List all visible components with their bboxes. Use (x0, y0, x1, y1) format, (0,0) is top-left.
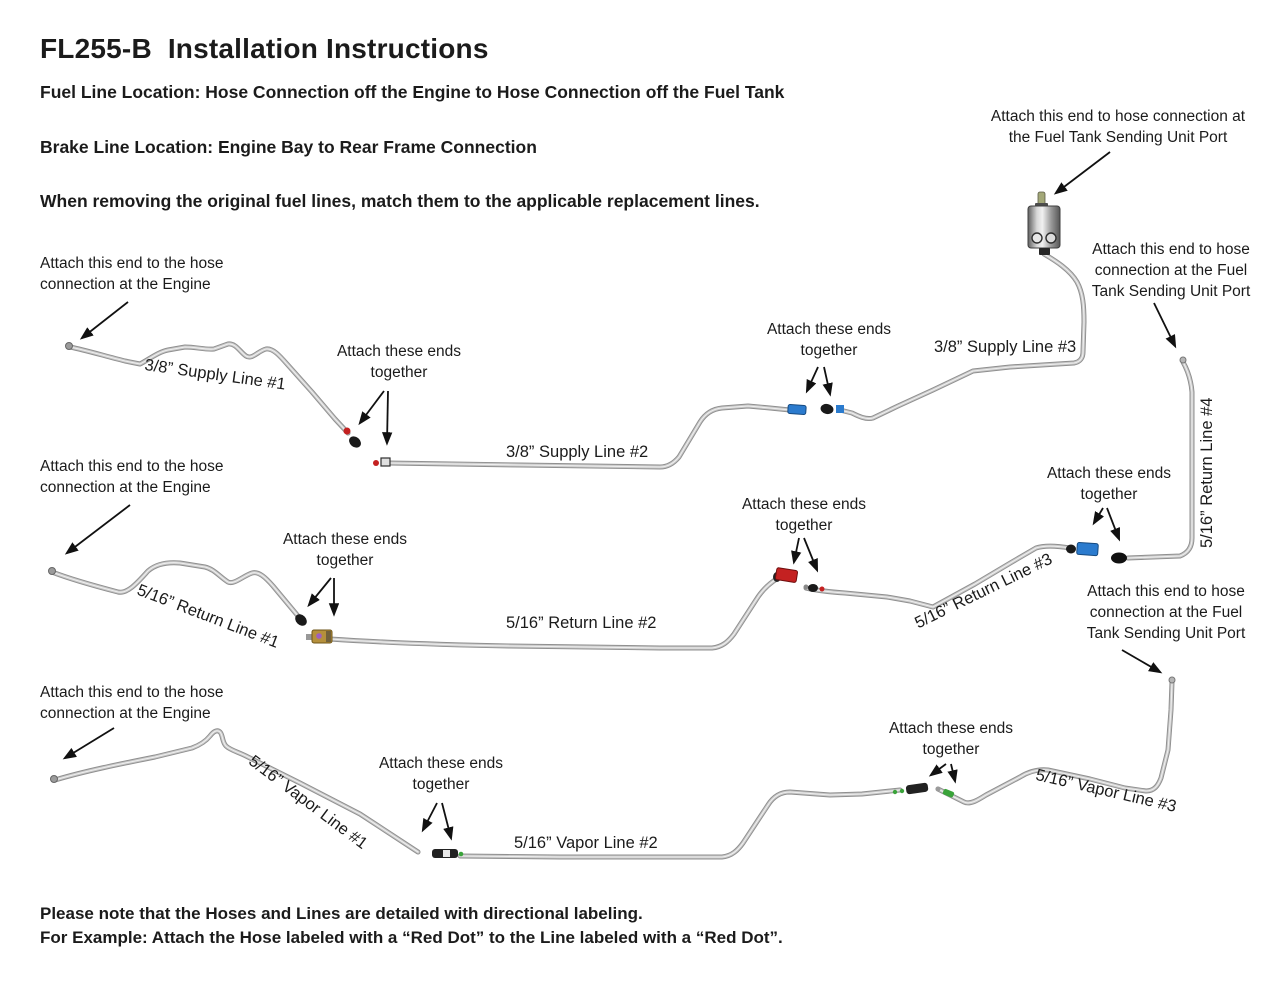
label-vapor-line-1: 5/16” Vapor Line #1 (245, 752, 371, 853)
return3-start-fitting (804, 584, 825, 592)
arrow-together-row3-mid-left (423, 803, 437, 830)
blue-fitting (1077, 542, 1099, 555)
supply-line-1-tube (70, 344, 348, 433)
return1-engine-end (49, 568, 56, 575)
arrow-together-row2-right-left (794, 538, 799, 562)
supply3-start-fitting (820, 403, 844, 415)
label-vapor-line-2: 5/16” Vapor Line #2 (514, 834, 658, 852)
return-line-4-tube (1128, 362, 1192, 558)
footer-note-2: For Example: Attach the Hose labeled with a “Red Dot” to the Line labeled with a “Red Dot”. (40, 928, 783, 947)
green-dot-marker (893, 790, 897, 794)
page-title: FL255-B Installation Instructions (40, 33, 489, 64)
supply1-end-fitting (344, 428, 364, 451)
label-attach-together-row2-far: Attach these ends together (1046, 465, 1172, 503)
label-attach-together-row1-mid: Attach these ends together (336, 343, 462, 381)
supply1-engine-end (66, 343, 73, 350)
removal-note: When removing the original fuel lines, match them to the applicable replacement lines. (40, 191, 760, 211)
arrow-tank-vapor3 (1122, 650, 1160, 672)
label-return-line-1: 5/16” Return Line #1 (134, 581, 282, 652)
arrow-together-row2-far-right (1107, 508, 1119, 539)
label-attach-together-row2-mid: Attach these ends together (282, 531, 408, 569)
label-return-line-3: 5/16” Return Line #3 (912, 550, 1056, 633)
red-dot-marker (373, 460, 379, 466)
purple-dot-marker (316, 633, 322, 639)
red-fitting (775, 568, 798, 583)
arrow-together-row2-far-left (1094, 508, 1103, 523)
label-supply-line-1: 3/8” Supply Line #1 (143, 356, 287, 394)
label-supply-line-2: 3/8” Supply Line #2 (506, 443, 649, 461)
label-attach-tank-return4: Attach this end to hose connection at the Fuel Tank Sending Unit Port (1091, 241, 1251, 300)
return2-end-fitting (773, 568, 798, 583)
label-attach-together-row3-right: Attach these ends together (888, 720, 1014, 758)
green-dot-marker (900, 789, 904, 793)
supply2-start-fitting (373, 458, 390, 466)
red-dot-marker (820, 587, 825, 592)
vapor3-tank-end (1169, 677, 1175, 683)
return4-top-end (1180, 357, 1186, 363)
label-attach-engine-vapor: Attach this end to the hose connection at the Engine (40, 684, 224, 722)
label-vapor-line-3: 5/16” Vapor Line #3 (1033, 766, 1179, 816)
arrow-engine-return1 (67, 505, 130, 553)
arrow-together-row1-mid-left (360, 391, 384, 423)
supply2-end-fitting (788, 404, 807, 414)
label-attach-together-row3-mid: Attach these ends together (378, 755, 504, 793)
arrow-together-row1-right-left (807, 367, 818, 391)
arrow-together-row2-right-right (804, 538, 817, 570)
label-attach-together-row2-right: Attach these ends together (741, 496, 867, 534)
label-attach-engine-supply: Attach this end to the hose connection at the Engine (40, 255, 224, 293)
label-return-line-4: 5/16” Return Line #4 (1198, 397, 1216, 548)
label-attach-tank-filter: Attach this end to hose connection at the Fuel Tank Sending Unit Port (990, 108, 1246, 146)
green-dot-marker (459, 852, 464, 857)
return-line-2-tube (330, 578, 778, 648)
fuel-filter (1028, 192, 1060, 255)
arrow-together-row3-mid-right (442, 803, 451, 838)
return2-start-fitting (306, 630, 332, 643)
arrow-together-row3-right-right (951, 764, 955, 781)
return3-end-fitting (1066, 542, 1098, 555)
footer-note-1: Please note that the Hoses and Lines are detailed with directional labeling. (40, 904, 643, 923)
arrow-tank-return4-top (1154, 303, 1175, 346)
arrow-tank-filter (1056, 152, 1110, 193)
arrow-together-row1-right-right (824, 367, 830, 394)
vapor3-start-fitting (936, 787, 955, 799)
label-attach-tank-vapor3: Attach this end to hose connection at the Fuel Tank Sending Unit Port (1086, 583, 1246, 642)
label-attach-together-row1-right: Attach these ends together (766, 321, 892, 359)
brake-line-location: Brake Line Location: Engine Bay to Rear Frame Connection (40, 137, 537, 157)
label-return-line-2: 5/16” Return Line #2 (506, 614, 657, 632)
arrow-together-row1-mid-right (387, 391, 388, 443)
fuel-line-location: Fuel Line Location: Hose Connection off the Engine to Hose Connection off the Fuel Tank (40, 82, 785, 102)
red-dot-marker (344, 428, 351, 435)
arrow-together-row3-right-left (931, 764, 946, 775)
return4-start-fitting (1111, 553, 1127, 564)
vapor1-engine-end (51, 776, 58, 783)
arrow-together-row2-mid-left (309, 578, 331, 605)
arrow-engine-supply1 (82, 302, 128, 338)
label-supply-line-3: 3/8” Supply Line #3 (934, 338, 1077, 356)
label-attach-engine-return: Attach this end to the hose connection at the Engine (40, 458, 224, 496)
arrow-engine-vapor1 (65, 728, 114, 758)
blue-dot-marker (836, 405, 844, 413)
